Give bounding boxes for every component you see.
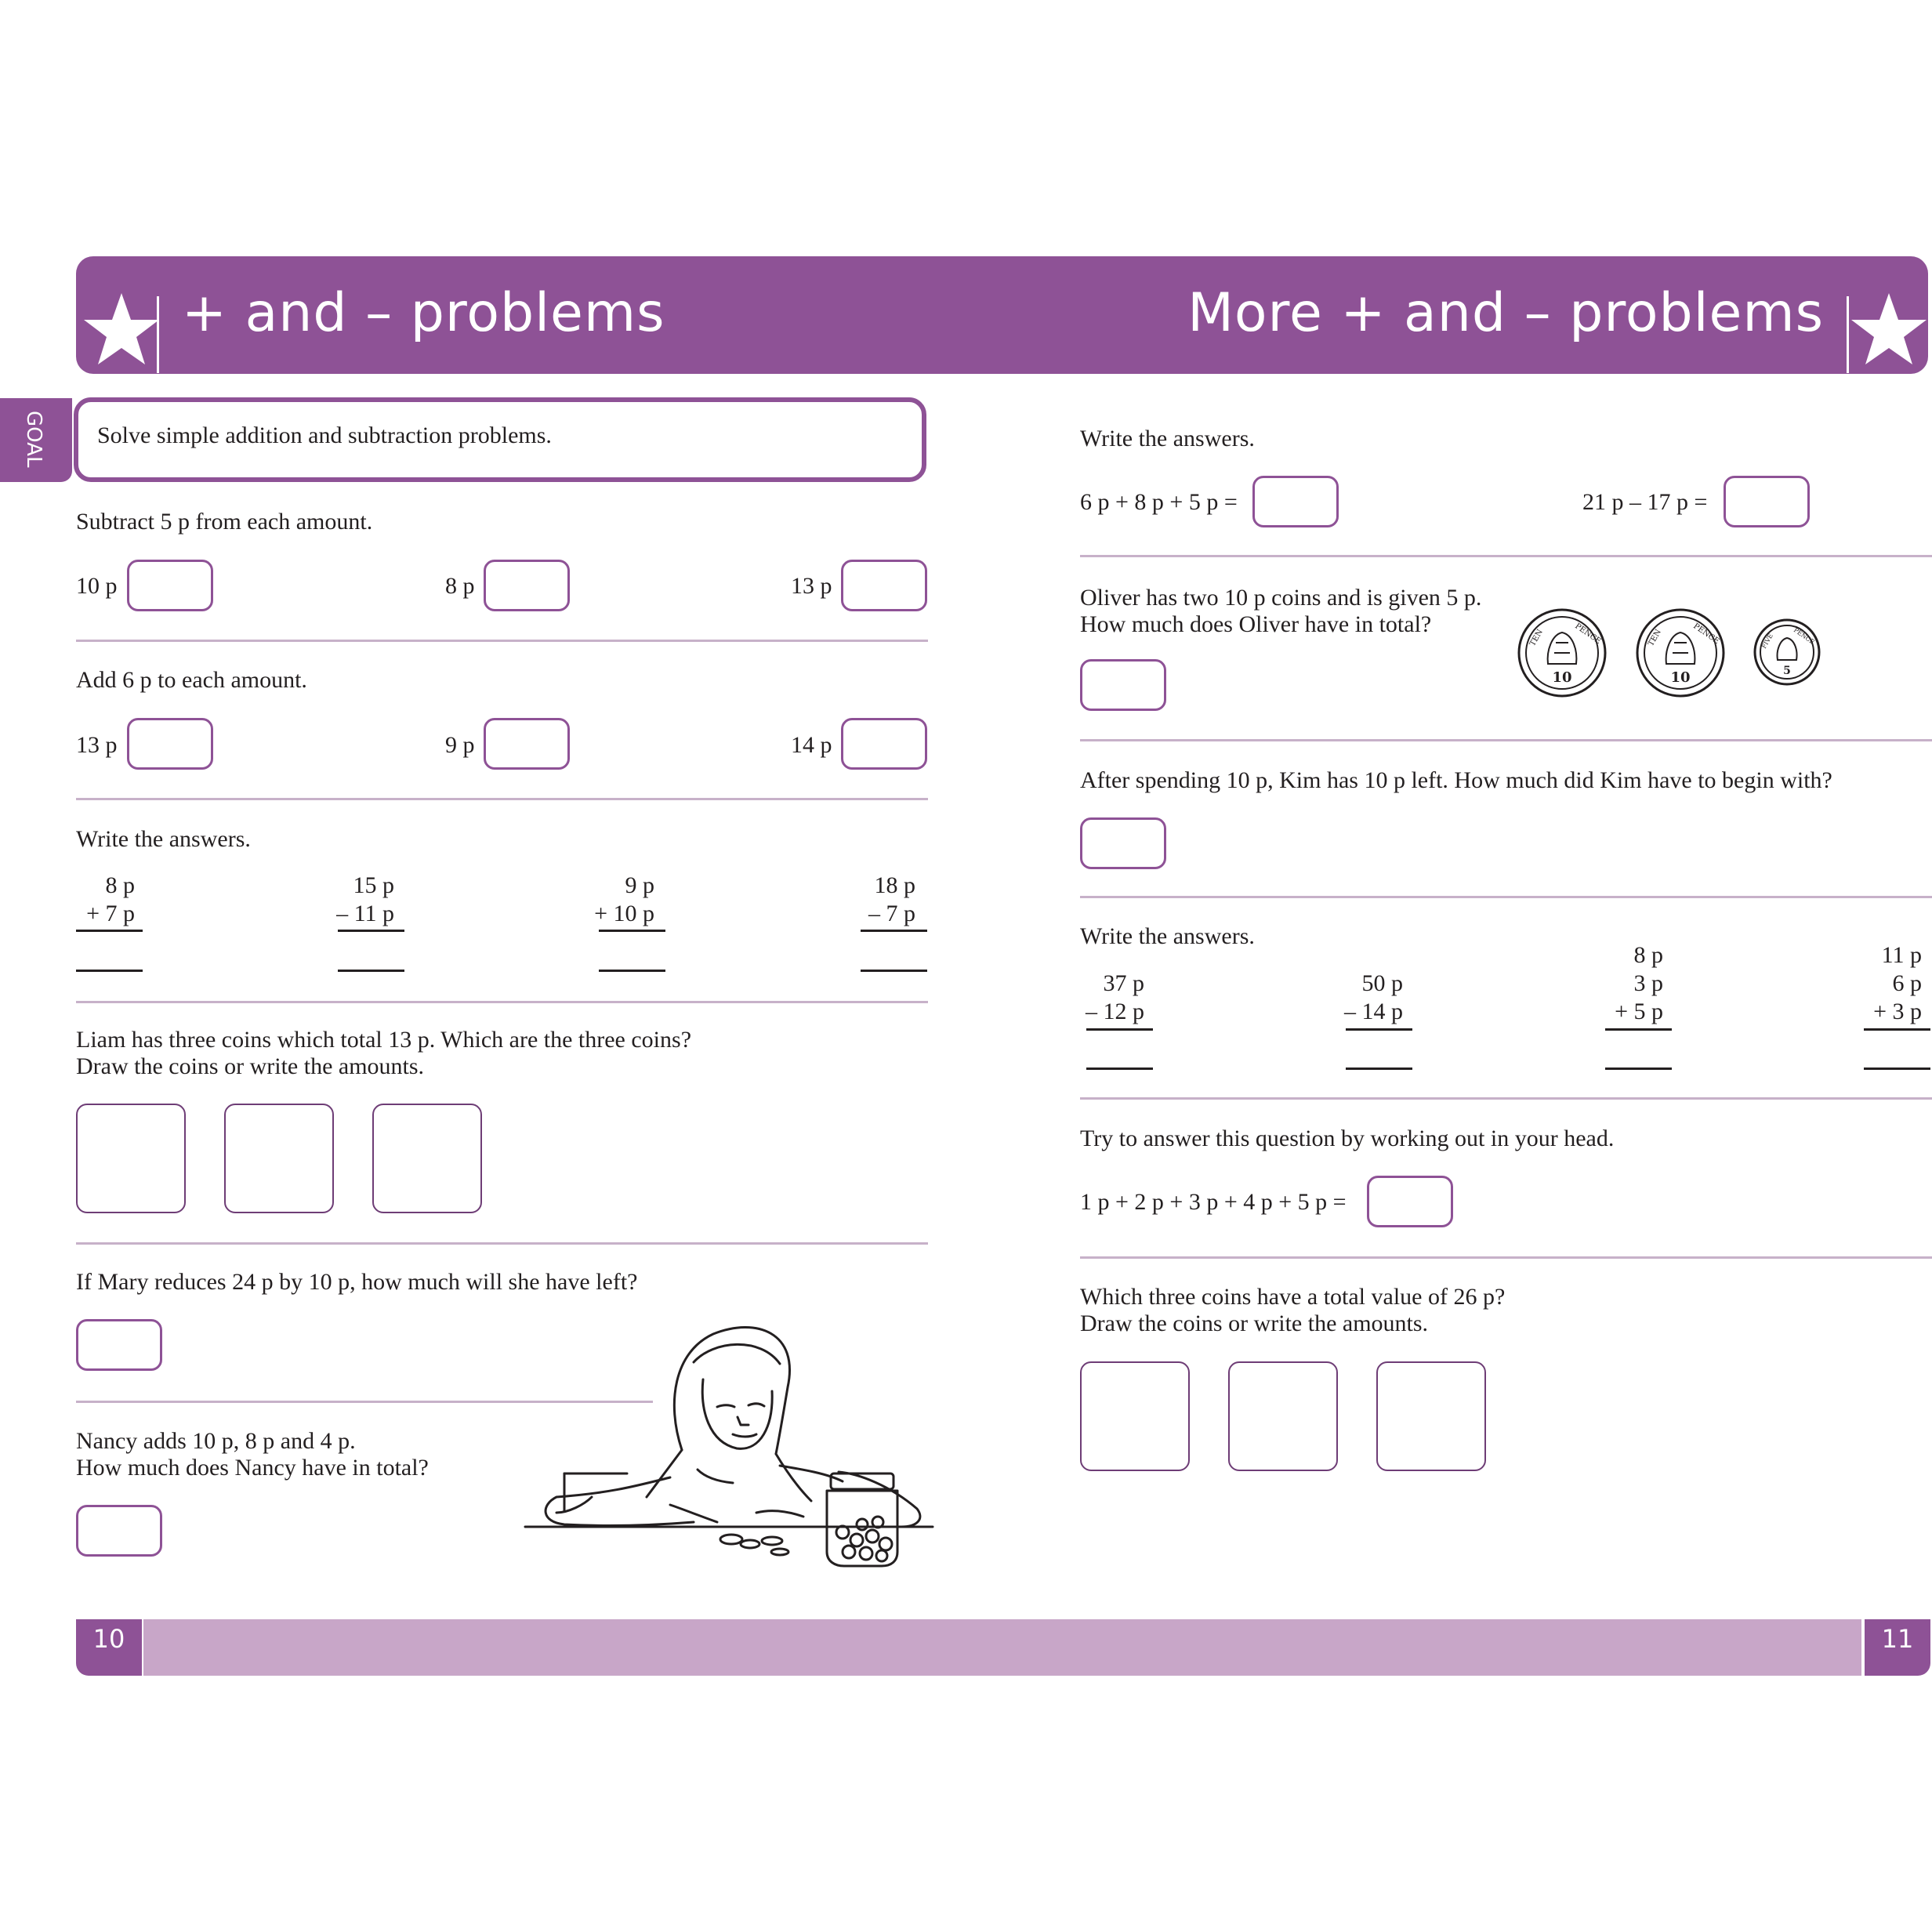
answer-line[interactable] [1346, 1067, 1412, 1070]
amount-label: 8 p [445, 573, 475, 599]
question-text: If Mary reduces 24 p by 10 p, how much will she have left? [76, 1269, 638, 1295]
goal-tab [0, 398, 72, 482]
svg-text:PENCE: PENCE [1792, 626, 1816, 646]
star-icon [1850, 290, 1928, 368]
section-divider [76, 640, 928, 642]
question-text: How much does Nancy have in total? [76, 1455, 429, 1481]
sum-top: 9 p [625, 872, 654, 898]
answer-line[interactable] [338, 970, 404, 972]
sum-line: 11 p [1881, 942, 1922, 968]
svg-text:PENCE: PENCE [1573, 622, 1603, 647]
answer-box[interactable] [841, 560, 927, 611]
question-text: After spending 10 p, Kim has 10 p left. How much did Kim have to begin with? [1080, 767, 1832, 793]
question-prompt: Write the answers. [1080, 426, 1255, 451]
left-page-title: + and – problems [182, 282, 665, 344]
page-number-box [76, 1619, 142, 1676]
sum-line: 3 p [1633, 970, 1663, 996]
answer-line[interactable] [1864, 1067, 1930, 1070]
sum-underline [1605, 1028, 1672, 1031]
sum-underline [1346, 1028, 1412, 1031]
answer-box[interactable] [1367, 1176, 1453, 1227]
header-divider [157, 296, 159, 373]
amount-label: 13 p [76, 732, 118, 758]
sum-underline [1086, 1028, 1153, 1031]
sum-top: 15 p [353, 872, 394, 898]
question-text: How much does Oliver have in total? [1080, 611, 1432, 637]
answer-line[interactable] [861, 970, 927, 972]
page-number-box [1865, 1619, 1930, 1676]
question-prompt: Write the answers. [1080, 923, 1255, 949]
answer-box[interactable] [127, 560, 213, 611]
sum-line: – 12 p [1086, 999, 1144, 1024]
girl-with-coin-jar-illustration [521, 1317, 937, 1571]
answer-box[interactable] [76, 1319, 162, 1371]
sum-underline [76, 930, 143, 932]
answer-line[interactable] [76, 970, 143, 972]
answer-box[interactable] [484, 560, 570, 611]
answer-box[interactable] [484, 718, 570, 770]
equation: 21 p – 17 p = [1582, 489, 1708, 515]
answer-line[interactable] [1605, 1067, 1672, 1070]
coin-value-label: 10 [1552, 669, 1572, 686]
goal-tab-label: GOAL [22, 411, 45, 468]
right-page-title: More + and – problems [1187, 282, 1824, 344]
question-text: Draw the coins or write the amounts. [1080, 1310, 1429, 1336]
goal-text: Solve simple addition and subtraction problems. [97, 422, 552, 448]
answer-box[interactable] [1080, 659, 1166, 711]
page-number: 11 [1881, 1624, 1914, 1654]
sum-line: 6 p [1892, 970, 1922, 996]
amount-label: 10 p [76, 573, 118, 599]
page-number: 10 [92, 1624, 125, 1654]
answer-line[interactable] [599, 970, 665, 972]
sum-line: + 5 p [1615, 999, 1663, 1024]
sum-top: 18 p [874, 872, 915, 898]
question-text: Liam has three coins which total 13 p. Which are the three coins? [76, 1027, 692, 1053]
section-divider [1080, 1256, 1932, 1259]
answer-box[interactable] [841, 718, 927, 770]
amount-label: 13 p [791, 573, 832, 599]
coin-drawing-box[interactable] [372, 1104, 482, 1213]
sum-line: 50 p [1361, 970, 1403, 996]
question-text: Oliver has two 10 p coins and is given 5 p. [1080, 585, 1482, 611]
answer-box[interactable] [127, 718, 213, 770]
sum-bottom: + 10 p [594, 901, 654, 926]
coin-drawing-box[interactable] [1376, 1361, 1486, 1471]
sum-line: – 14 p [1344, 999, 1403, 1024]
sum-top: 8 p [105, 872, 135, 898]
svg-text:PENCE: PENCE [1691, 622, 1721, 647]
coin-drawing-box[interactable] [76, 1104, 186, 1213]
sum-underline [338, 930, 404, 932]
amount-label: 9 p [445, 732, 475, 758]
sum-bottom: – 11 p [336, 901, 394, 926]
coin-value-label: 5 [1783, 665, 1791, 677]
question-prompt: Subtract 5 p from each amount. [76, 509, 373, 535]
answer-box[interactable] [1724, 476, 1810, 527]
coin-value-label: 10 [1670, 669, 1691, 686]
question-text: Which three coins have a total value of 26 p? [1080, 1284, 1506, 1310]
sum-bottom: + 7 p [86, 901, 135, 926]
question-text: Draw the coins or write the amounts. [76, 1053, 425, 1079]
section-divider [1080, 896, 1932, 898]
section-divider [76, 1001, 928, 1003]
amount-label: 14 p [791, 732, 832, 758]
ten-pence-coin-icon [1517, 607, 1608, 698]
question-prompt: Try to answer this question by working out in your head. [1080, 1125, 1615, 1151]
svg-text:FIVE: FIVE [1760, 632, 1774, 650]
sum-bottom: – 7 p [868, 901, 915, 926]
question-prompt: Add 6 p to each amount. [76, 667, 307, 693]
answer-line[interactable] [1086, 1067, 1153, 1070]
svg-text:TEN: TEN [1647, 628, 1663, 648]
section-divider [1080, 739, 1932, 741]
question-prompt: Write the answers. [76, 826, 251, 852]
answer-box[interactable] [1252, 476, 1339, 527]
sum-line: 8 p [1633, 942, 1663, 968]
sum-underline [1864, 1028, 1930, 1031]
sum-underline [861, 930, 927, 932]
section-divider [76, 1242, 928, 1245]
coin-drawing-box[interactable] [1228, 1361, 1338, 1471]
svg-text:TEN: TEN [1528, 628, 1545, 648]
star-icon [82, 290, 161, 368]
ten-pence-coin-icon [1635, 607, 1726, 698]
coin-drawing-box[interactable] [1080, 1361, 1190, 1471]
sum-line: + 3 p [1873, 999, 1922, 1024]
sum-line: 37 p [1103, 970, 1144, 996]
answer-box[interactable] [76, 1505, 162, 1557]
answer-box[interactable] [1080, 817, 1166, 869]
coin-drawing-box[interactable] [224, 1104, 334, 1213]
question-text: Nancy adds 10 p, 8 p and 4 p. [76, 1428, 356, 1454]
section-divider [76, 798, 928, 800]
five-pence-coin-icon [1753, 618, 1821, 687]
equation: 1 p + 2 p + 3 p + 4 p + 5 p = [1080, 1189, 1347, 1215]
sum-underline [599, 930, 665, 932]
header-divider [1847, 296, 1849, 373]
equation: 6 p + 8 p + 5 p = [1080, 489, 1238, 515]
section-divider [1080, 1097, 1932, 1100]
section-divider [1080, 555, 1932, 557]
footer-band [143, 1619, 1861, 1676]
